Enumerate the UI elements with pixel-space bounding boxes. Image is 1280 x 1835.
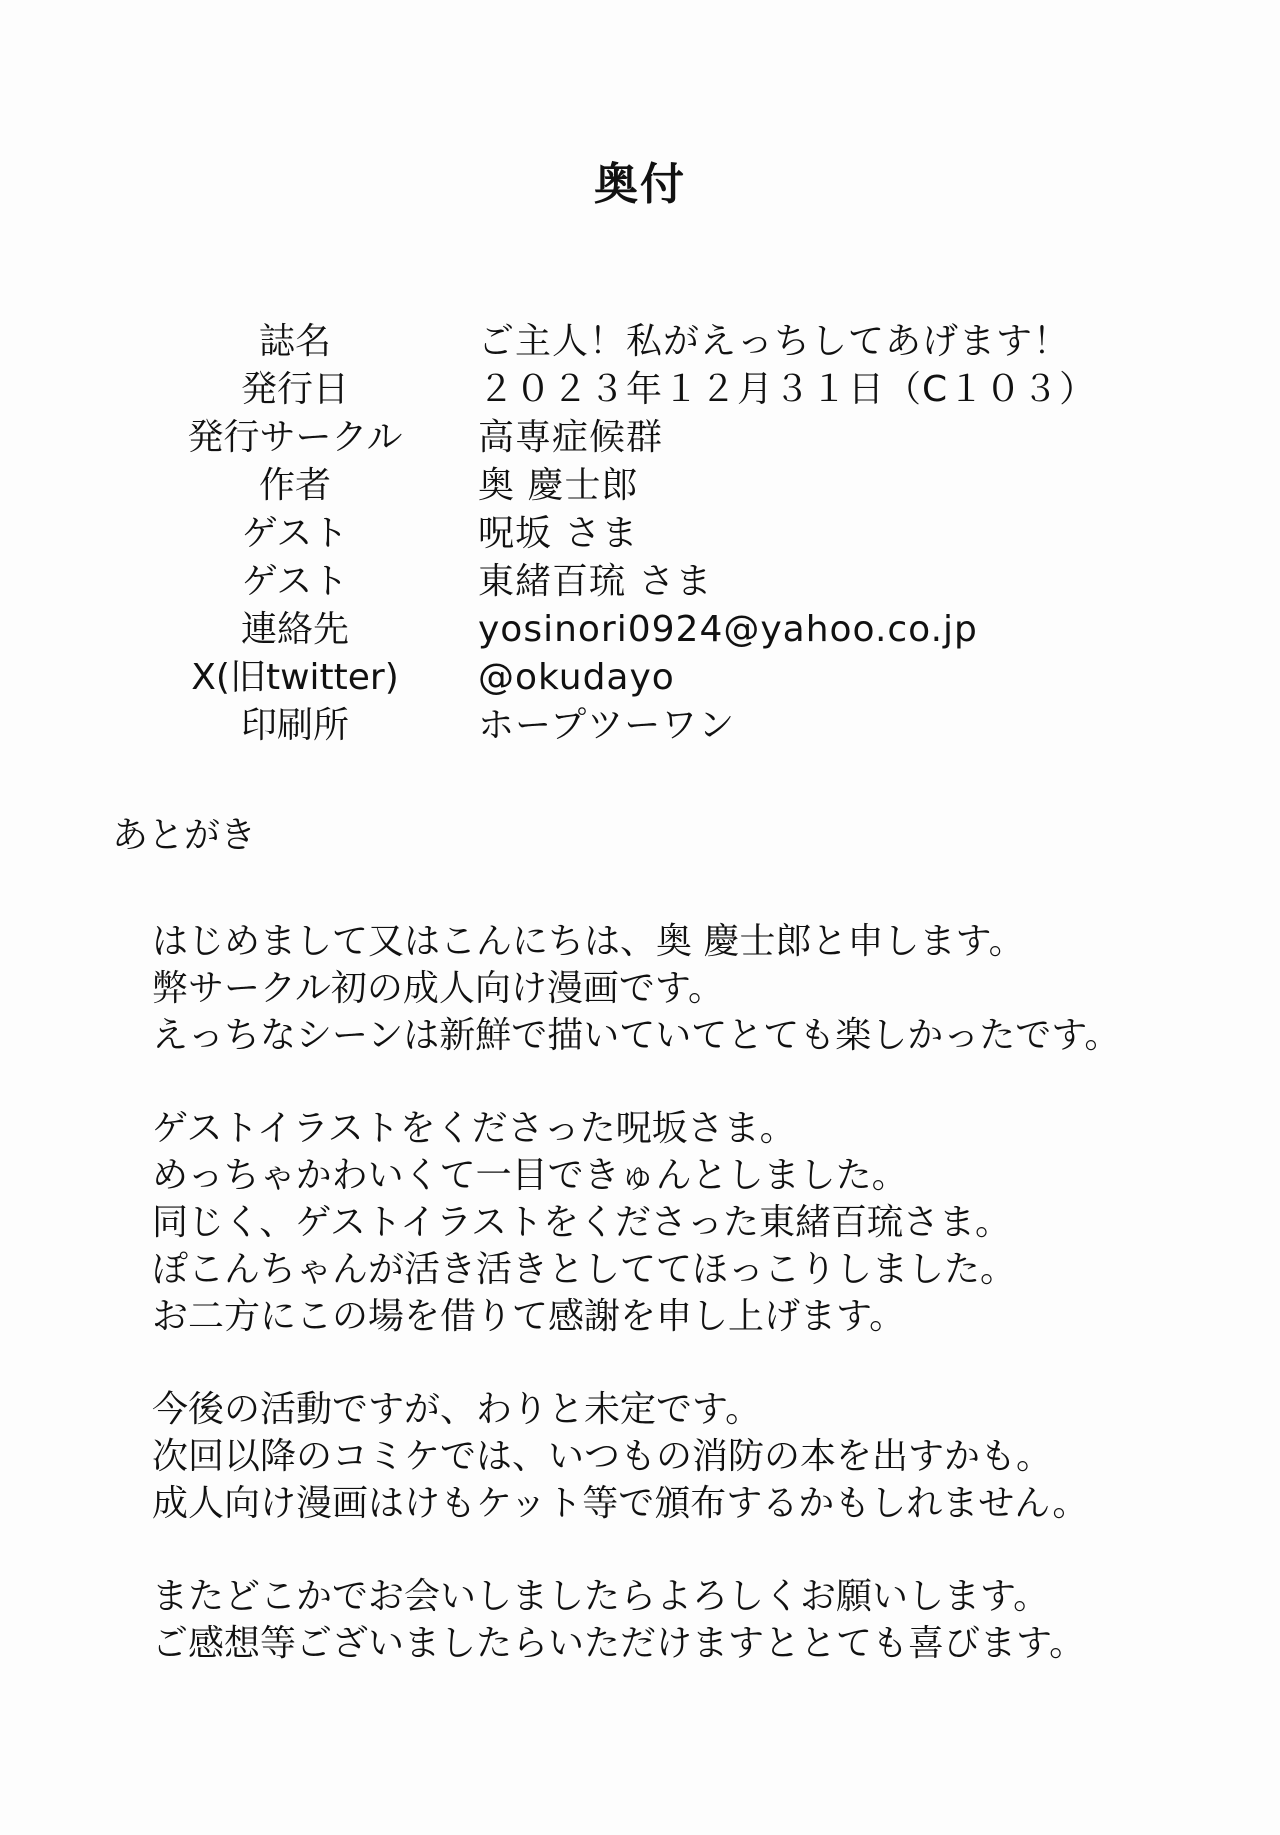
colophon-row-contact	[0, 606, 1280, 654]
colophon-value: ホープツーワン	[478, 705, 736, 746]
afterword-body	[112, 918, 1212, 1667]
afterword-line: 成人向け漫画はけもケット等で頒布するかもしれません。	[152, 1483, 1089, 1524]
afterword-paragraph	[152, 1573, 1212, 1667]
colophon-row-guest	[0, 510, 1280, 558]
colophon-label: 連絡先	[240, 609, 349, 650]
afterword-section	[112, 812, 1212, 1713]
colophon-label: 作者	[258, 465, 331, 506]
afterword-paragraph	[152, 918, 1212, 1059]
colophon-row-guest	[0, 558, 1280, 606]
colophon-label: 誌名	[258, 321, 331, 362]
colophon-value: 高専症候群	[478, 417, 664, 458]
afterword-line: ご感想等ございましたらいただけますととても喜びます。	[152, 1623, 1086, 1664]
afterword-line: 今後の活動ですが、わりと未定です。	[152, 1389, 762, 1430]
colophon-label: X(旧twitter)	[191, 657, 399, 698]
afterword-line: えっちなシーンは新鮮で描いていてとても楽しかったです。	[152, 1015, 1121, 1056]
colophon-label: 印刷所	[240, 705, 349, 746]
colophon-label: ゲスト	[241, 513, 349, 554]
colophon-label: 発行日	[240, 369, 349, 410]
colophon-label: ゲスト	[241, 561, 349, 602]
afterword-line: めっちゃかわいくて一目できゅんとしました。	[152, 1155, 908, 1196]
colophon-value: ２０２３年１２月３１日（C１０３）	[478, 369, 1097, 410]
afterword-line: 次回以降のコミケでは、いつもの消防の本を出すかも。	[152, 1436, 1053, 1477]
afterword-paragraph	[152, 1105, 1212, 1340]
colophon-row-printer	[0, 702, 1280, 750]
afterword-line: またどこかでお会いしましたらよろしくお願いします。	[152, 1576, 1050, 1617]
afterword-heading: あとがき	[112, 815, 257, 856]
colophon-row-author	[0, 462, 1280, 510]
colophon-row-x-account	[0, 654, 1280, 702]
colophon-value: yosinori0924@yahoo.co.jp	[478, 609, 978, 650]
afterword-paragraph	[152, 1386, 1212, 1527]
afterword-line: 弊サークル初の成人向け漫画です。	[152, 968, 725, 1009]
colophon-row-title	[0, 318, 1280, 366]
afterword-line: ぽこんちゃんが活き活きとしててほっこりしました。	[152, 1249, 1017, 1290]
afterword-line: はじめまして又はこんにちは、奥 慶士郎と申します。	[152, 921, 1025, 962]
colophon-value: @okudayo	[478, 657, 675, 698]
colophon-value: 呪坂 さま	[478, 513, 639, 554]
colophon-table	[0, 318, 1280, 750]
page-title: 奥付	[594, 159, 686, 211]
afterword-line: お二方にこの場を借りて感謝を申し上げます。	[152, 1296, 906, 1337]
colophon-label: 発行サークル	[187, 417, 403, 458]
colophon-row-date	[0, 366, 1280, 414]
afterword-line: ゲストイラストをくださった呪坂さま。	[152, 1108, 796, 1149]
afterword-line: 同じく、ゲストイラストをくださった東緒百琉さま。	[152, 1202, 1011, 1243]
colophon-row-circle	[0, 414, 1280, 462]
colophon-value: 東緒百琉 さま	[478, 561, 713, 602]
colophon-value: 奥 慶士郎	[478, 465, 639, 506]
colophon-value: ご主人！私がえっちしてあげます！	[478, 321, 1071, 362]
